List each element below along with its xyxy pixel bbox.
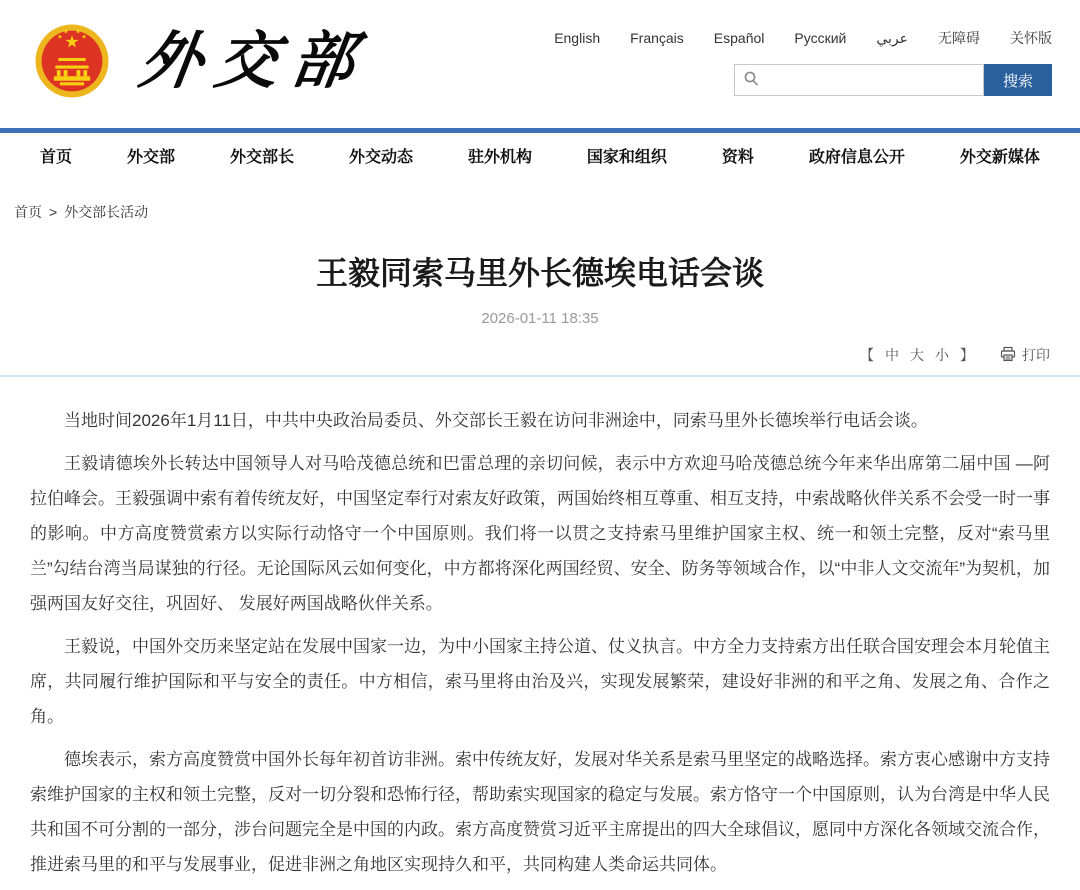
header-right: [554, 16, 1052, 96]
lang-link-espanol[interactable]: Español: [713, 30, 765, 46]
nav-item-home[interactable]: 首页: [40, 149, 73, 166]
nav-item-missions-abroad[interactable]: 驻外机构: [467, 149, 532, 166]
search-bar: [734, 64, 1052, 96]
article-body: [30, 403, 1050, 882]
font-size-bracket-close: 】: [960, 347, 974, 363]
font-size-control: [860, 345, 974, 365]
lang-link-francais[interactable]: Français: [630, 30, 684, 46]
print-button[interactable]: [1000, 345, 1050, 365]
section-divider: [0, 375, 1080, 377]
breadcrumb-current: 外交部长活动: [64, 204, 149, 220]
article-paragraph: 德埃表示，索方高度赞赏中国外长每年初首访非洲。索中传统友好，发展对华关系是索马里坚定的战略选择。索方衷心感谢中方支持索维护国家的主权和领土完整，反对一切分裂和恐怖行径，帮助索实现国家的稳定与发展。索方恪守一个中国原则，认为台湾是中华人民共和国不可分割的一部分，涉台问题完全是中国的内政。索方高度赞赏习近平主席提出的四大全球倡议，愿同中方深化各领域交流合作，推进索马里的和平与发展事业，促进非洲之角地区实现持久和平，共同构建人类命运共同体。: [30, 750, 1050, 874]
nav-item-resources[interactable]: 资料: [721, 149, 754, 166]
article-paragraph: 王毅请德埃外长转达中国领导人对马哈茂德总统和巴雷总理的亲切问候，表示中方欢迎马哈茂德总统今年来华出席第二届中国 —阿拉伯峰会。王毅强调中索有着传统友好，中国坚定奉行对索友好政策，两国始终相互尊重、相互支持，中索战略伙伴关系不会受一时一事的影响。中方高度赞赏索方以实际行动恪守一个中国原则。我们将一以贯之支持索马里维护国家主权、统一和领土完整，反对“索马里兰”勾结台湾当局谋独的行径。无论国际风云如何变化，中方都将深化两国经贸、安全、防务等领域合作，以“中非人文交流年”为契机，加强两国友好交往，巩固好、 发展好两国战略伙伴关系。: [30, 454, 1050, 613]
search-box: [734, 64, 984, 96]
breadcrumb: [0, 180, 1080, 222]
nav-item-countries-organizations[interactable]: 国家和组织: [586, 149, 667, 166]
font-size-medium-button[interactable]: 中: [885, 347, 899, 363]
font-size-bracket-open: 【: [860, 347, 874, 363]
article-paragraph: 当地时间2026年1月11日，中共中央政治局委员、外交部长王毅在访问非洲途中，同索马里外长德埃举行电话会谈。: [64, 411, 928, 430]
breadcrumb-separator: >: [49, 204, 58, 220]
nav-item-gov-info-disclosure[interactable]: 政府信息公开: [808, 149, 905, 166]
lang-link-arabic[interactable]: عربي: [876, 29, 908, 46]
main-nav: [0, 128, 1080, 180]
print-label: 打印: [1022, 347, 1050, 363]
nav-item-new-media[interactable]: 外交新媒体: [959, 149, 1040, 166]
article-tools: [30, 345, 1050, 365]
article-datetime: 2026-01-11 18:35: [481, 310, 599, 327]
site-header: [0, 0, 1080, 128]
site-name-calligraphy: 外交部: [134, 24, 374, 97]
lang-link-accessibility[interactable]: 无障碍: [938, 30, 980, 46]
article: [0, 248, 1080, 882]
language-links: [554, 28, 1052, 48]
search-icon: [743, 70, 759, 91]
lang-link-english[interactable]: English: [554, 30, 601, 46]
breadcrumb-home[interactable]: 首页: [14, 204, 42, 220]
article-paragraph: 王毅说，中国外交历来坚定站在发展中国家一边，为中小国家主持公道、仗义执言。中方全力支持索方出任联合国安理会本月轮值主席，共同履行维护国际和平与安全的责任。中方相信，索马里将由治及兴，实现发展繁荣，建设好非洲的和平之角、发展之角、合作之角。: [30, 637, 1050, 726]
printer-icon: [1000, 346, 1016, 365]
nav-item-ministry[interactable]: 外交部: [126, 149, 175, 166]
page-title: 王毅同索马里外长德埃电话会谈: [315, 255, 764, 291]
font-size-large-button[interactable]: 大: [910, 347, 924, 363]
national-emblem-icon: [34, 23, 110, 99]
nav-item-foreign-minister[interactable]: 外交部长: [229, 149, 294, 166]
lang-link-russian[interactable]: Русский: [794, 30, 847, 46]
lang-link-care-version[interactable]: 关怀版: [1010, 30, 1052, 46]
font-size-small-button[interactable]: 小: [935, 347, 949, 363]
search-input[interactable]: [765, 71, 975, 89]
site-logo[interactable]: [34, 16, 374, 106]
search-button[interactable]: 搜索: [984, 64, 1052, 96]
nav-item-diplomatic-news[interactable]: 外交动态: [348, 149, 413, 166]
